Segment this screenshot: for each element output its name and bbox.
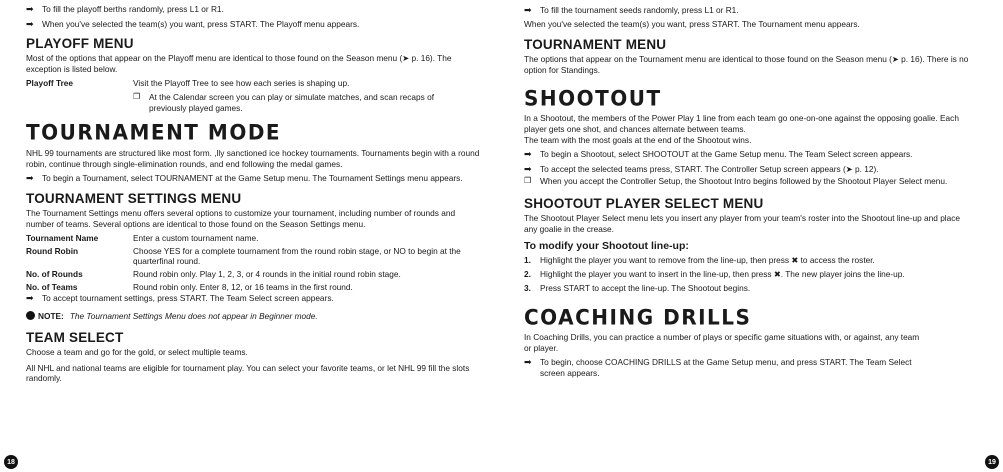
note-icon [26, 311, 35, 320]
arrow-icon: ➡ [26, 173, 34, 184]
tip-icon: ❒ [524, 176, 532, 186]
step-number: 2. [524, 268, 531, 279]
term-description: Visit the Playoff Tree to see how each series is shaping up. [133, 78, 350, 89]
instruction-text: When you've selected the team(s) you want, press START. The Playoff menu appears. [42, 18, 360, 29]
term-label: No. of Teams [26, 281, 78, 292]
instruction-item [524, 5, 984, 16]
section-heading-coaching-drills: COACHING DRILLS [524, 304, 752, 330]
step-text: Press START to accept the line-up. The Shootout begins. [540, 283, 751, 294]
numbered-step [524, 255, 984, 266]
term-label: Tournament Name [26, 233, 99, 244]
instruction-text: To accept the selected teams press, START. The Controller Setup screen appears (➤ p. 12). [540, 163, 879, 174]
left-page [26, 0, 496, 384]
numbered-step [524, 283, 984, 294]
section-heading-tournament-settings: TOURNAMENT SETTINGS MENU [26, 190, 242, 206]
instruction-item [26, 19, 496, 30]
term-description: Choose YES for a complete tournament from the round robin stage, or NO to begin at the quarterfinal round. [133, 245, 461, 267]
paragraph: Choose a team and go for the gold, or select multiple teams. [26, 347, 248, 358]
definition-row [26, 78, 496, 89]
tip-text: At the Calendar screen you can play or simulate matches, and scan recaps of previously played games. [149, 91, 435, 113]
instruction-item [26, 173, 466, 184]
arrow-icon: ➡ [524, 149, 532, 160]
instruction-item [524, 149, 964, 160]
paragraph: The options that appear on the Tournament menu are identical to those found on the Season menu (➤ p. 16). There is no option for Standings. [524, 54, 969, 75]
step-number: 3. [524, 283, 531, 294]
section-heading-tournament-mode: TOURNAMENT MODE [26, 119, 282, 145]
instruction-text: To begin a Shootout, select SHOOTOUT at the Game Setup menu. The Team Select screen appears. [540, 149, 913, 160]
settings-definition-list [26, 233, 476, 292]
paragraph: The Shootout Player Select menu lets you insert any player from your team's roster into the Shootout line-up and place any goalie in the crease. [524, 212, 961, 234]
section-heading-team-select: TEAM SELECT [26, 330, 124, 346]
note-text: The Tournament Settings Menu does not appear in Beginner mode. [69, 310, 318, 321]
step-number: 1. [524, 255, 531, 266]
arrow-icon: ➡ [524, 357, 532, 368]
instruction-text: To fill the tournament seeds randomly, press L1 or R1. [540, 5, 739, 15]
term-label: No. of Rounds [26, 268, 83, 279]
term-label: Playoff Tree [26, 78, 74, 89]
paragraph: Most of the options that appear on the Playoff menu are identical to those found on the Season menu (➤ p. 16). The exception is listed below. [26, 53, 452, 74]
step-text: Highlight the player you want to insert in the line-up, then press ✖. The new player joins the line-up. [540, 268, 905, 279]
paragraph: The Tournament Settings menu offers several options to customize your tournament, including number of rounds and number of teams. Several options are identical to those found on the Season Settings menu. [26, 207, 456, 229]
definition-row [26, 282, 476, 293]
instruction-item [26, 293, 496, 304]
arrow-icon: ➡ [26, 18, 34, 29]
instruction-item [524, 164, 984, 175]
tip-item [524, 176, 964, 187]
right-page [524, 0, 984, 378]
tip-text: When you accept the Controller Setup, the Shootout Intro begins followed by the Shootout Player Select menu. [540, 176, 948, 187]
paragraph: All NHL and national teams are eligible for tournament play. You can select your favorite teams, or let NHL 99 fill the slots randomly. [26, 362, 470, 384]
paragraph: NHL 99 tournaments are structured like most form. ,lly sanctioned ice hockey tournaments. Tournaments begin with a round robin, continue through single-elimination rounds, and end following the medal games. [26, 148, 480, 169]
tip-icon: ❒ [133, 91, 141, 101]
section-heading-playoff-menu: PLAYOFF MENU [26, 36, 134, 52]
paragraph: In Coaching Drills, you can practice a number of plays or specific game situations with, or against, any team or player. [524, 331, 920, 353]
instruction-item [26, 4, 496, 15]
tip-item [133, 92, 463, 113]
section-heading-shootout-player-select: SHOOTOUT PLAYER SELECT MENU [524, 195, 764, 211]
paragraph: In a Shootout, the members of the Power Play 1 line from each team go one-on-one against the opposing goalie. Each player gets one shot, and chances alternate between teams. [524, 113, 959, 134]
arrow-icon: ➡ [524, 163, 532, 174]
subheading-modify-lineup: To modify your Shootout line-up: [524, 240, 689, 253]
arrow-icon: ➡ [524, 5, 532, 15]
page-number-right: 19 [985, 455, 999, 469]
step-text: Highlight the player you want to remove from the line-up, then press ✖ to access the roster. [540, 255, 875, 266]
note [26, 311, 496, 322]
definition-row [26, 233, 476, 244]
section-heading-shootout: SHOOTOUT [524, 85, 662, 111]
note-label: NOTE: [38, 310, 64, 321]
term-description: Round robin only. Enter 8, 12, or 16 teams in the first round. [133, 281, 353, 292]
section-heading-tournament-menu: TOURNAMENT MENU [524, 37, 667, 53]
paragraph: The team with the most goals at the end of the Shootout wins. [524, 134, 752, 145]
term-description: Round robin only. Play 1, 2, 3, or 4 rounds in the initial round robin stage. [133, 268, 401, 279]
page-number-left: 18 [4, 455, 18, 469]
term-label: Round Robin [26, 245, 79, 256]
term-description: Enter a custom tournament name. [133, 233, 259, 244]
instruction-text: To accept tournament settings, press START. The Team Select screen appears. [42, 293, 334, 304]
paragraph: When you've selected the team(s) you want, press START. The Tournament menu appears. [524, 18, 860, 29]
definition-row [26, 269, 476, 280]
definition-row [26, 246, 476, 267]
arrow-icon: ➡ [26, 4, 34, 14]
instruction-text: To begin a Tournament, select TOURNAMENT at the Game Setup menu. The Tournament Settings menu appears. [42, 173, 463, 184]
instruction-item [524, 357, 924, 378]
instruction-text: To fill the playoff berths randomly, press L1 or R1. [42, 4, 224, 14]
instruction-text: To begin, choose COACHING DRILLS at the Game Setup menu, and press START. The Team Select screen appears. [540, 357, 912, 378]
numbered-step [524, 269, 964, 280]
arrow-icon: ➡ [26, 293, 34, 304]
